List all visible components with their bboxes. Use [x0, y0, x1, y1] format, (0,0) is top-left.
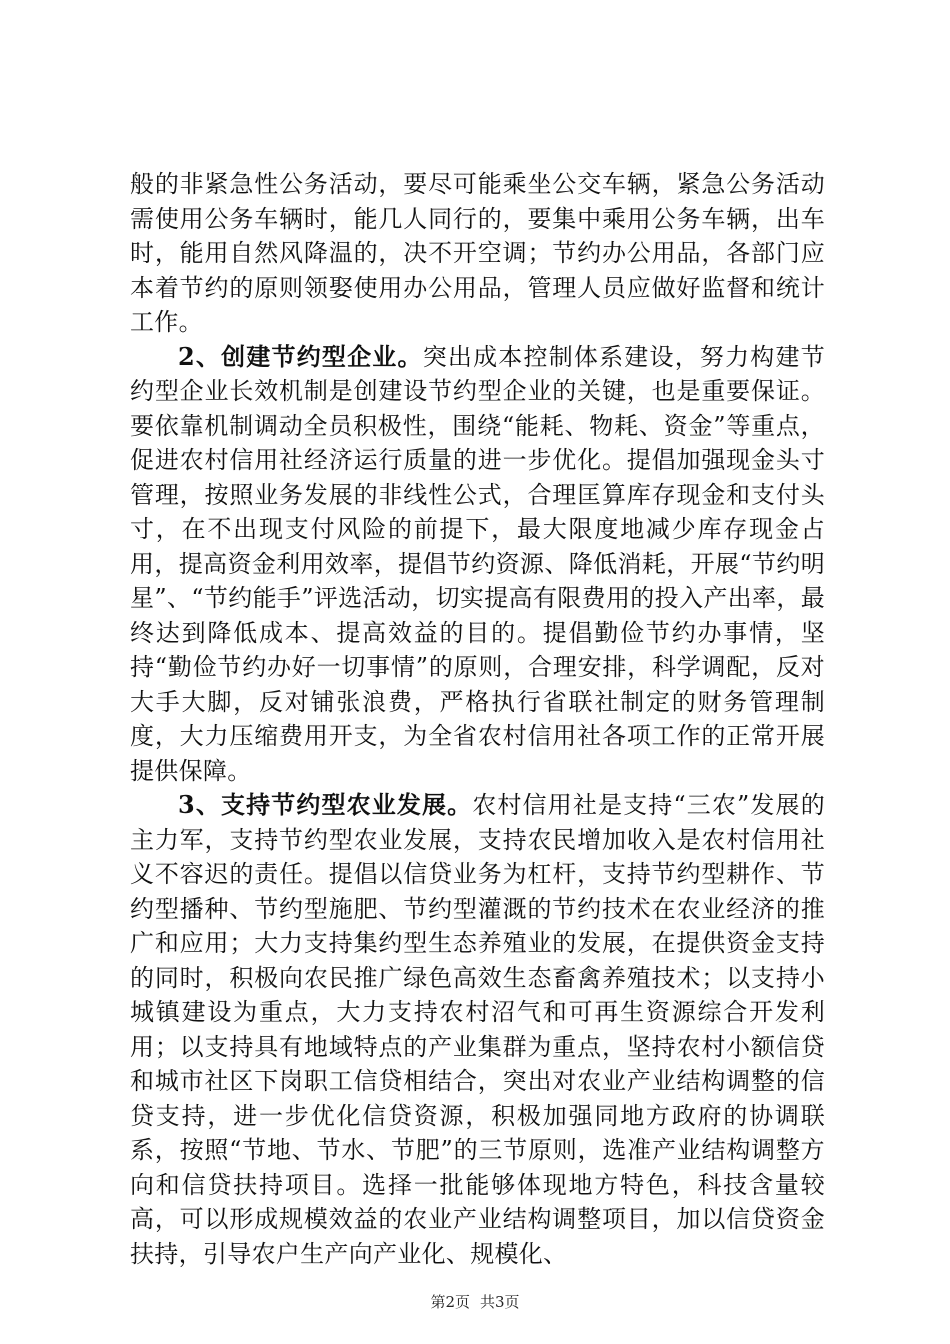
document-body	[130, 167, 825, 1271]
section-heading: 3、支持节约型农业发展。	[178, 790, 473, 819]
paragraph-text: 突出成本控制体系建设，努力构建节约型企业长效机制是创建设节约型企业的关键，也是重要保证。要依靠机制调动全员积极性，围绕“能耗、物耗、资金”等重点，促进农村信用社经济运行质量的进一步优化。提倡加强现金头寸管理，按照业务发展的非线性公式，合理匡算库存现金和支付头寸，在不出现支付风险的前提下，最大限度地减少库存现金占用，提高资金利用效率，提倡节约资源、降低消耗，开展“节约明星”、“节约能手”评选活动，切实提高有限费用的投入产出率，最终达到降低成本、提高效益的目的。提倡勤俭节约办事情，坚持“勤俭节约办好一切事情”的原则，合理安排，科学调配，反对大手大脚，反对铺张浪费，严格执行省联社制定的财务管理制度，大力压缩费用开支，为全省农村信用社各项工作的正常开展提供保障。	[130, 342, 825, 785]
page-footer	[0, 1292, 950, 1312]
page-number: 第2页	[430, 1293, 470, 1311]
paragraph-continuation	[130, 167, 825, 340]
paragraph-section-2	[130, 340, 825, 789]
page-total: 共3页	[480, 1293, 520, 1311]
paragraph-text: 般的非紧急性公务活动，要尽可能乘坐公交车辆，紧急公务活动需使用公务车辆时，能几人同行的，要集中乘用公务车辆，出车时，能用自然风降温的，决不开空调；节约办公用品，各部门应本着节约的原则领娶使用办公用品，管理人员应做好监督和统计工作。	[130, 170, 825, 336]
section-heading: 2、创建节约型企业。	[178, 341, 423, 371]
paragraph-text: 农村信用社是支持“三农”发展的主力军，支持节约型农业发展，支持农民增加收入是农村信用社义不容迟的责任。提倡以信贷业务为杠杆，支持节约型耕作、节约型播种、节约型施肥、节约型灌溉的节约技术在农业经济的推广和应用；大力支持集约型生态养殖业的发展，在提供资金支持的同时，积极向农民推广绿色高效生态畜禽养殖技术；以支持小城镇建设为重点，大力支持农村沼气和可再生资源综合开发利用；以支持具有地域特点的产业集群为重点，坚持农村小额信贷和城市社区下岗职工信贷相结合，突出对农业产业结构调整的信贷支持，进一步优化信贷资源，积极加强同地方政府的协调联系，按照“节地、节水、节肥”的三节原则，选准产业结构调整方向和信贷扶持项目。选择一批能够体现地方特色，科技含量较高，可以形成规模效益的农业产业结构调整项目，加以信贷资金扶持，引导农户生产向产业化、规模化、	[130, 791, 825, 1268]
paragraph-section-3	[130, 788, 825, 1271]
